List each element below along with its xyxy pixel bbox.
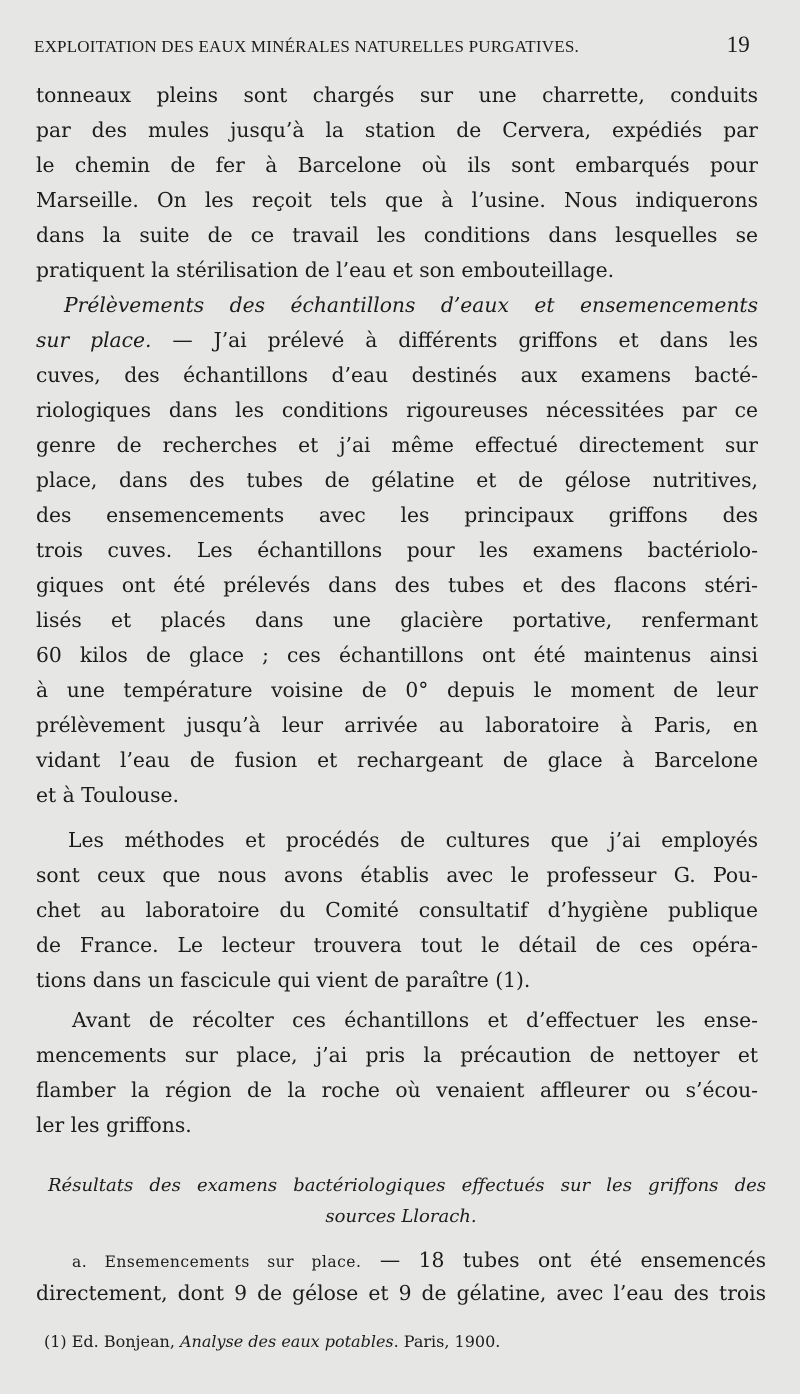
text-line: place, dans des tubes de gélatine et de gélose nutritives, (36, 468, 758, 492)
text-line: tions dans un fascicule qui vient de paraître (1). (36, 968, 531, 992)
text-line: dans la suite de ce travail les conditions dans lesquelles se (36, 223, 758, 247)
text-line: sont ceux que nous avons établis avec le professeur G. Pou- (36, 863, 758, 887)
text-line: directement, dont 9 de gélose et 9 de gélatine, avec l’eau des trois (36, 1281, 766, 1305)
section-title-line: Résultats des examens bactériologiques effectués sur les griffons des (48, 1175, 766, 1196)
text-line: vidant l’eau de fusion et rechargeant de glace à Barcelone (36, 748, 758, 772)
text-line: Avant de récolter ces échantillons et d’effectuer les ense- (72, 1008, 758, 1032)
running-head (34, 30, 752, 70)
text-line: prélèvement jusqu’à leur arrivée au laboratoire à Paris, en (36, 713, 758, 737)
text-span: — 18 tubes ont été ensemencés (361, 1248, 766, 1272)
footnote (44, 1328, 644, 1356)
text-line: des ensemencements avec les principaux griffons des (36, 503, 758, 527)
footnote-title: Analyse des eaux potables (179, 1332, 394, 1351)
text-line: et à Toulouse. (36, 783, 179, 807)
text-line: mencements sur place, j’ai pris la précaution de nettoyer et (36, 1043, 758, 1067)
text-line: genre de recherches et j’ai même effectué directement sur (36, 433, 758, 457)
text-line: Marseille. On les reçoit tels que à l’usine. Nous indiquerons (36, 188, 758, 212)
text-line: giques ont été prélevés dans des tubes et des flacons stéri- (36, 573, 758, 597)
text-line: ler les griffons. (36, 1113, 192, 1137)
text-line: tonneaux pleins sont chargés sur une charrette, conduits (36, 83, 758, 107)
section-title-line: sources Llorach. (325, 1206, 477, 1227)
text-line: chet au laboratoire du Comité consultatif d’hygiène publique (36, 898, 758, 922)
text-line: Les méthodes et procédés de cultures que j’ai employés (68, 828, 758, 852)
text-line: lisés et placés dans une glacière portative, renfermant (36, 608, 758, 632)
page-number: 19 (726, 32, 750, 57)
text-line: riologiques dans les conditions rigoureuses nécessitées par ce (36, 398, 758, 422)
text-line: le chemin de fer à Barcelone où ils sont embarqués pour (36, 153, 758, 177)
text-line: pratiquent la stérilisation de l’eau et son embouteillage. (36, 258, 615, 282)
section-heading-line: Prélèvements des échantillons d’eaux et ensemencements (64, 293, 758, 317)
text-line: cuves, des échantillons d’eau destinés aux examens bacté- (36, 363, 758, 387)
text-line: trois cuves. Les échantillons pour les examens bactériolo- (36, 538, 758, 562)
text-line: flamber la région de la roche où venaient affleurer ou s’écou- (36, 1078, 758, 1102)
subsection-label: a. Ensemencements sur place. (72, 1253, 362, 1271)
text-line: par des mules jusqu’à la station de Cervera, expédiés par (36, 118, 758, 142)
text-line: 60 kilos de glace ; ces échantillons ont été maintenus ainsi (36, 643, 758, 667)
text-line: de France. Le lecteur trouvera tout le détail de ces opéra- (36, 933, 758, 957)
text-line (72, 1243, 766, 1278)
section-heading-end: sur place. (36, 328, 152, 352)
running-head-title: EXPLOITATION DES EAUX MINÉRALES NATURELLES PURGATIVES. (34, 37, 579, 56)
text-line: à une température voisine de 0° depuis le moment de leur (36, 678, 758, 702)
text-span: — J’ai prélevé à différents griffons et dans les (151, 328, 758, 352)
text-line (36, 323, 758, 358)
footnote-rest: . Paris, 1900. (393, 1332, 501, 1351)
footnote-marker: (1) Ed. Bonjean, (44, 1332, 180, 1351)
